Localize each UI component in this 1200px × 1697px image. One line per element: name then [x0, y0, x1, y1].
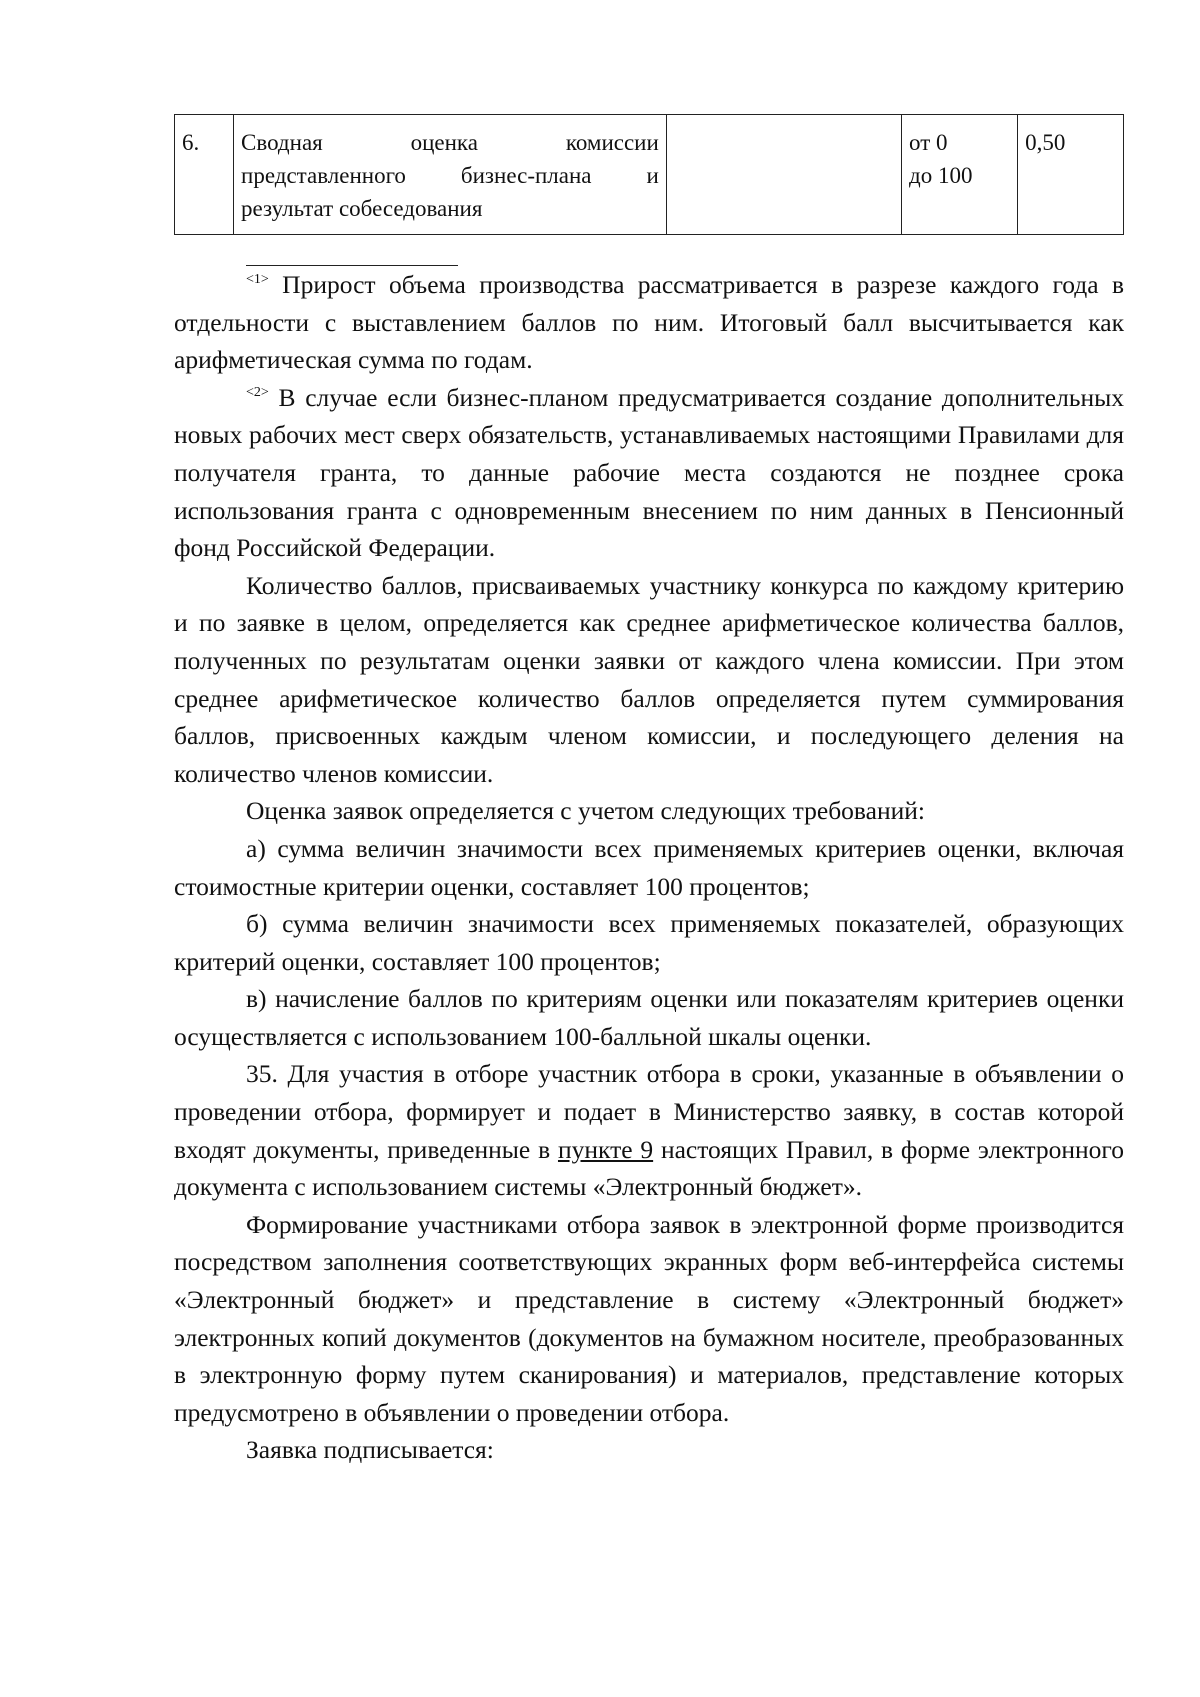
empty-cell: [666, 115, 901, 235]
list-item-v: в) начисление баллов по критериям оценки или показателям критериев оценки осуществляется с использованием 100-балльной шкалы оценки.: [174, 984, 1124, 1051]
paragraph-35: [174, 1055, 1124, 1205]
footnote-2-mark: <2>: [246, 384, 269, 400]
row-number: 6.: [175, 115, 234, 235]
paragraph-requirements-intro: Оценка заявок определяется с учетом следующих требований:: [246, 796, 925, 826]
paragraph-35-text-after: настоящих Правил, в форме электронного документа с использованием системы «Электронный бюджет».: [174, 1134, 1125, 1202]
score-range-from: от 0: [909, 130, 948, 155]
score-range-to: до 100: [909, 163, 973, 188]
footnote-2-text: В случае если бизнес-планом предусматривается создание дополнительных новых рабочих мест сверх обязательств, устанавливаемых настоящими Правилами для получателя гранта, то данные рабочие места создаются не позднее срока использования гранта с одновременным внесением по ним данных в Пенсионный фонд Российской Федерации.: [174, 382, 1124, 563]
footnote-1-text: Прирост объема производства рассматривается в разрезе каждого года в отдельности с выставлением баллов по ним. Итоговый балл высчитывается как арифметическая сумма по годам.: [174, 270, 1124, 375]
list-item-a: а) сумма величин значимости всех применяемых критериев оценки, включая стоимостные критерии оценки, составляет 100 процентов;: [174, 833, 1124, 901]
paragraph-scoring: Количество баллов, присваиваемых участнику конкурса по каждому критерию и по заявке в целом, определяется как среднее арифметическое количества баллов, полученных по результатам оценки заявки от каждого члена комиссии. При этом среднее арифметическое количество баллов определяется путем суммирования баллов, присвоенных каждым членом комиссии, и последующего деления на количество членов комиссии.: [174, 570, 1124, 788]
weight-value: 0,50: [1018, 115, 1124, 235]
footnote-2: [174, 379, 1124, 567]
criterion-name-line: результат собеседования: [241, 196, 483, 221]
criterion-name: [234, 115, 667, 235]
paragraph-signature: Заявка подписывается:: [246, 1435, 494, 1465]
criterion-name-line: Сводная оценка комиссии: [241, 130, 659, 155]
criteria-table: [174, 114, 1124, 235]
score-range: [902, 115, 1018, 235]
table-row: [175, 115, 1124, 235]
clause-9-link[interactable]: пункте 9: [557, 1134, 654, 1164]
footnote-1-mark: <1>: [246, 272, 269, 287]
document-page: [174, 114, 1124, 1469]
paragraph-35-text-before: 35. Для участия в отборе участник отбора в сроки, указанные в объявлении о проведении отбора, формирует и подает в Министерство заявку, в состав которой входят документы, приведенные в: [174, 1059, 1124, 1164]
list-item-b: б) сумма величин значимости всех применяемых показателей, образующих критерий оценки, составляет 100 процентов;: [174, 909, 1124, 976]
criterion-name-line: представленного бизнес-плана и: [241, 163, 659, 188]
footnote-1: [174, 266, 1124, 379]
paragraph-electronic-form: Формирование участниками отбора заявок в электронной форме производится посредством заполнения соответствующих экранных форм веб-интерфейса системы «Электронный бюджет» и представление в систему «Электронный бюджет» электронных копий документов (документов на бумажном носителе, преобразованных в электронную форму путем сканирования) и материалов, представление которых предусмотрено в объявлении о проведении отбора.: [174, 1209, 1124, 1427]
